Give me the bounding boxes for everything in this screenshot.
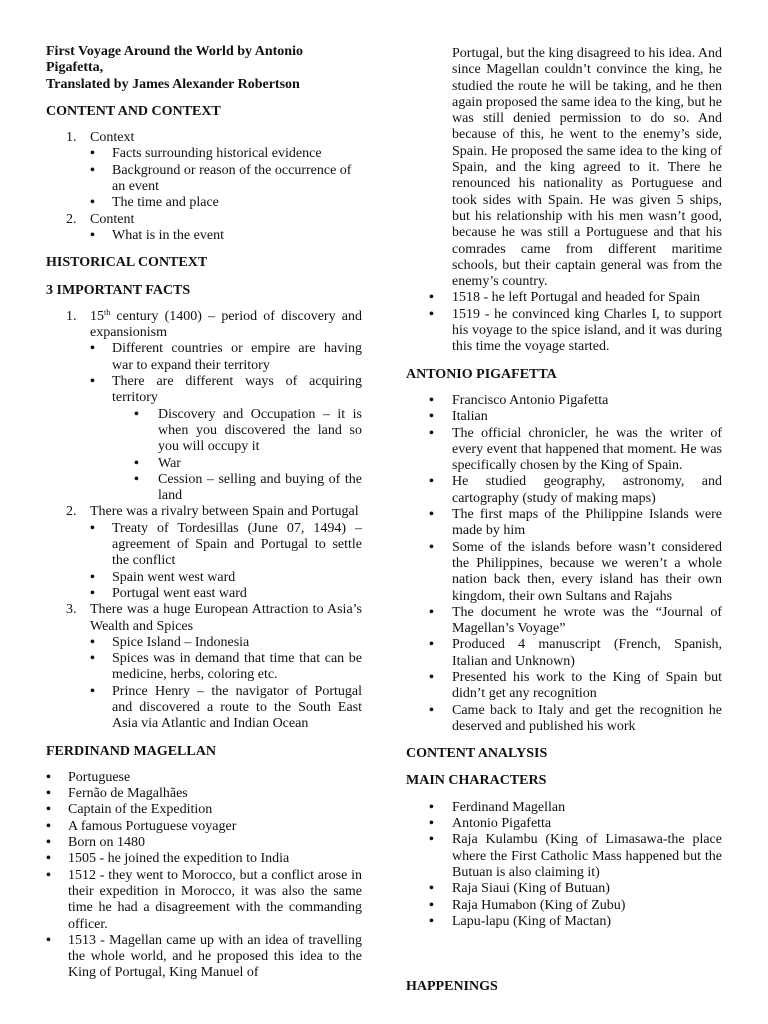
title-line-1: First Voyage Around the World by Antonio Pigafetta, bbox=[46, 44, 303, 76]
list-item: • He studied geography, astronomy, and cartography (study of making maps) bbox=[406, 474, 722, 507]
item-number: 1. bbox=[66, 130, 77, 146]
heading-main-characters: MAIN CHARACTERS bbox=[406, 773, 547, 789]
main-characters-list bbox=[406, 800, 722, 930]
item-number: 2. bbox=[66, 211, 77, 227]
list-item: • Some of the islands before wasn’t considered the Philippines, because we weren’t a whole nation back then, every island has their own kingdom, their own Sultans and Rajahs bbox=[406, 540, 722, 605]
list-item bbox=[46, 130, 362, 211]
list-item: • The first maps of the Philippine Islands were made by him bbox=[406, 507, 722, 540]
item-number: 2. bbox=[66, 504, 77, 520]
list-item: • Presented his work to the King of Spain but didn’t get any recognition bbox=[406, 670, 722, 703]
item-text: 15th century (1400) – period of discovery and expansionism bbox=[90, 307, 362, 341]
list-item bbox=[46, 309, 362, 505]
list-item: • Raja Humabon (King of Zubu) bbox=[406, 898, 722, 914]
list-item: • Raja Siaui (King of Butuan) bbox=[406, 881, 722, 897]
magellan-list-continued bbox=[406, 290, 722, 355]
list-item: • Fernão de Magalhães bbox=[46, 786, 362, 802]
list-item: • Different countries or empire are having war to expand their territory bbox=[90, 341, 362, 374]
title-line-2: Translated by James Alexander Robertson bbox=[46, 76, 300, 92]
list-item: • Spices was in demand that time that can be medicine, herbs, coloring etc. bbox=[90, 651, 362, 684]
list-item: • Ferdinand Magellan bbox=[406, 800, 722, 816]
magellan-continuation-text: Portugal, but the king disagreed to his idea. And since Magellan couldn’t convince the king, he studied the route he will be taking, and he then again proposed the same idea to the king, but he was still denied permission to do so. And because of this, he went to the enemy’s side, Spain. He proposed the same idea to the king of Spain, and the king agreed to it. There he renounced his nationality as Portuguese and took sides with Spain. He was given 5 ships, but his relationship with his men wasn’t good, because he was still a Portuguese and that his comrades came from different maritime schools, but their captain general was from the enemy’s country. bbox=[452, 46, 722, 290]
heading-content-analysis: CONTENT ANALYSIS bbox=[406, 746, 548, 762]
heading-important-facts: 3 IMPORTANT FACTS bbox=[46, 282, 191, 298]
list-item: • Came back to Italy and get the recognition he deserved and published his work bbox=[406, 703, 722, 736]
list-item: • Treaty of Tordesillas (June 07, 1494) – agreement of Spain and Portugal to settle the conflict bbox=[90, 521, 362, 570]
heading-content-and-context: CONTENT AND CONTEXT bbox=[46, 103, 221, 119]
list-item: • 1512 - they went to Morocco, but a conflict arose in their expedition in Morocco, it was also the same time he had a disagreement with the commanding officer. bbox=[46, 868, 362, 933]
item-text: There was a rivalry between Spain and Portugal bbox=[90, 504, 359, 520]
list-item: • Portuguese bbox=[46, 770, 362, 786]
item-text: Content bbox=[90, 211, 135, 227]
list-item: • Portugal went east ward bbox=[90, 586, 362, 602]
list-item: • Discovery and Occupation – it is when you discovered the land so you will occupy it bbox=[134, 407, 362, 456]
heading-antonio-pigafetta: ANTONIO PIGAFETTA bbox=[406, 366, 557, 382]
list-item bbox=[46, 504, 362, 602]
list-item: • Captain of the Expedition bbox=[46, 802, 362, 818]
list-item: • Spice Island – Indonesia bbox=[90, 635, 362, 651]
left-column bbox=[46, 44, 362, 982]
list-item: • 1519 - he convinced king Charles I, to support his voyage to the spice island, and it was during this time the voyage started. bbox=[406, 307, 722, 356]
heading-historical-context: HISTORICAL CONTEXT bbox=[46, 255, 208, 271]
list-item: • What is in the event bbox=[90, 228, 362, 244]
list-item: • Antonio Pigafetta bbox=[406, 816, 722, 832]
list-item: • Francisco Antonio Pigafetta bbox=[406, 393, 722, 409]
item-text: There was a huge European Attraction to Asia’s Wealth and Spices bbox=[90, 602, 362, 634]
list-item bbox=[46, 212, 362, 245]
item-number: 1. bbox=[66, 308, 77, 324]
list-item: • Facts surrounding historical evidence bbox=[90, 146, 362, 162]
list-item: • A famous Portuguese voyager bbox=[46, 819, 362, 835]
list-item: • Lapu-lapu (King of Mactan) bbox=[406, 914, 722, 930]
important-facts-list bbox=[46, 309, 362, 733]
list-item: • Raja Kulambu (King of Limasawa-the place where the First Catholic Mass happened but the Butuan is also claiming it) bbox=[406, 832, 722, 881]
list-item: • Produced 4 manuscript (French, Spanish, Italian and Unknown) bbox=[406, 637, 722, 670]
content-context-list bbox=[46, 130, 362, 244]
list-item: • Italian bbox=[406, 409, 722, 425]
list-item: • The official chronicler, he was the writer of every event that happened that moment. He was specifically chosen by the King of Spain. bbox=[406, 426, 722, 475]
list-item: • Born on 1480 bbox=[46, 835, 362, 851]
list-item: • 1505 - he joined the expedition to India bbox=[46, 851, 362, 867]
document-title bbox=[46, 44, 362, 93]
pigafetta-list bbox=[406, 393, 722, 735]
list-item: • War bbox=[134, 456, 362, 472]
list-item: • The document he wrote was the “Journal of Magellan’s Voyage” bbox=[406, 605, 722, 638]
list-item: • There are different ways of acquiring territory • Discovery and Occupation – it is when you discovered the land so you will occupy it • War • Cession – selling and buying of the land bbox=[90, 374, 362, 504]
heading-happenings: HAPPENINGS bbox=[406, 979, 498, 995]
list-item: • 1513 - Magellan came up with an idea of travelling the whole world, and he proposed this idea to the King of Portugal, King Manuel of bbox=[46, 933, 362, 982]
right-column bbox=[406, 46, 722, 1005]
heading-ferdinand-magellan: FERDINAND MAGELLAN bbox=[46, 743, 216, 759]
list-item: • Spain went west ward bbox=[90, 570, 362, 586]
list-item: • 1518 - he left Portugal and headed for Spain bbox=[406, 290, 722, 306]
item-text: Context bbox=[90, 130, 135, 146]
list-item: • Background or reason of the occurrence of an event bbox=[90, 163, 362, 196]
list-item: • The time and place bbox=[90, 195, 362, 211]
list-item: • Cession – selling and buying of the land bbox=[134, 472, 362, 505]
magellan-list bbox=[46, 770, 362, 982]
list-item bbox=[46, 602, 362, 732]
list-item: • Prince Henry – the navigator of Portugal and discovered a route to the South East Asia via Atlantic and Indian Ocean bbox=[90, 684, 362, 733]
item-number: 3. bbox=[66, 602, 77, 618]
